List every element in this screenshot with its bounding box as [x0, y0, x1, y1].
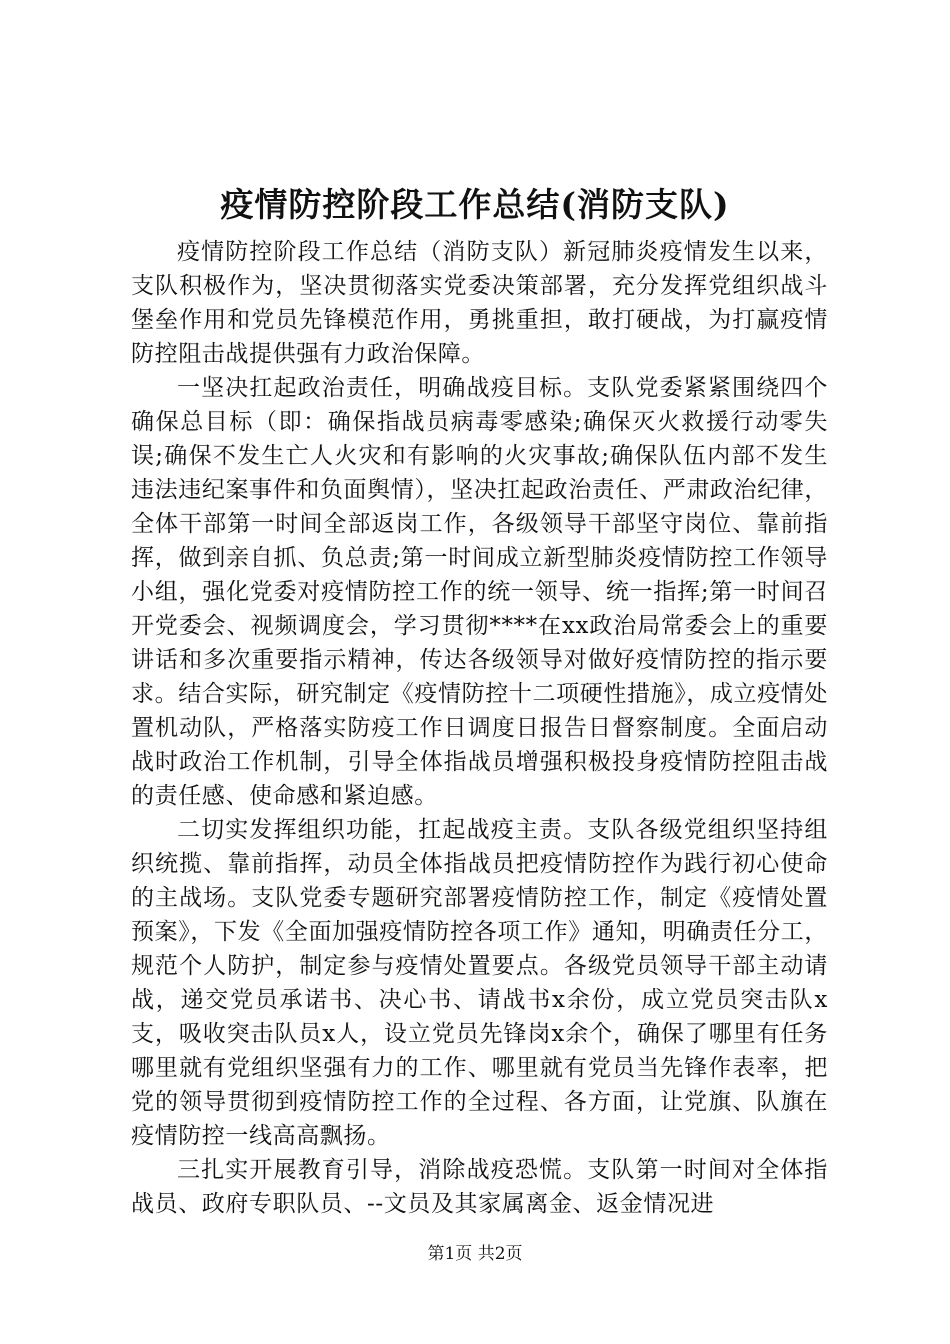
document-body [131, 235, 828, 1221]
paragraph-section-2: 二切实发挥组织功能，扛起战疫主责。支队各级党组织坚持组织统揽、靠前指挥，动员全体指战员把疫情防控作为践行初心使命的主战场。支队党委专题研究部署疫情防控工作，制定《疫情处置预案》，下发《全面加强疫情防控各项工作》通知，明确责任分工，规范个人防护，制定参与疫情处置要点。各级党员领导干部主动请战，递交党员承诺书、决心书、请战书x余份，成立党员突击队x支，吸收突击队员x人，设立党员先锋岗x余个，确保了哪里有任务哪里就有党组织坚强有力的工作、哪里就有党员当先锋作表率，把党的领导贯彻到疫情防控工作的全过程、各方面，让党旗、队旗在疫情防控一线高高飘扬。 [131, 817, 828, 1149]
paragraph-section-3: 三扎实开展教育引导，消除战疫恐慌。支队第一时间对全体指战员、政府专职队员、--文员及其家属离金、返金情况进 [131, 1157, 828, 1217]
page-number-footer: 第1页 共2页 [427, 1244, 523, 1264]
paragraph-intro: 疫情防控阶段工作总结（消防支队）新冠肺炎疫情发生以来，支队积极作为，坚决贯彻落实党委决策部署，充分发挥党组织战斗堡垒作用和党员先锋模范作用，勇挑重担，敢打硬战，为打赢疫情防控阻击战提供强有力政治保障。 [131, 239, 828, 367]
document-title: 疫情防控阶段工作总结(消防支队) [220, 185, 730, 224]
paragraph-section-1: 一坚决扛起政治责任，明确战疫目标。支队党委紧紧围绕四个确保总目标（即：确保指战员病毒零感染;确保灭火救援行动零失误;确保不发生亡人火灾和有影响的火灾事故;确保队伍内部不发生违法违纪案事件和负面舆情），坚决扛起政治责任、严肃政治纪律，全体干部第一时间全部返岗工作，各级领导干部坚守岗位、靠前指挥，做到亲自抓、负总责;第一时间成立新型肺炎疫情防控工作领导小组，强化党委对疫情防控工作的统一领导、统一指挥;第一时间召开党委会、视频调度会，学习贯彻****在xx政治局常委会上的重要讲话和多次重要指示精神，传达各级领导对做好疫情防控的指示要求。结合实际，研究制定《疫情防控十二项硬性措施》，成立疫情处置机动队，严格落实防疫工作日调度日报告日督察制度。全面启动战时政治工作机制，引导全体指战员增强积极投身疫情防控阻击战的责任感、使命感和紧迫感。 [131, 375, 828, 809]
